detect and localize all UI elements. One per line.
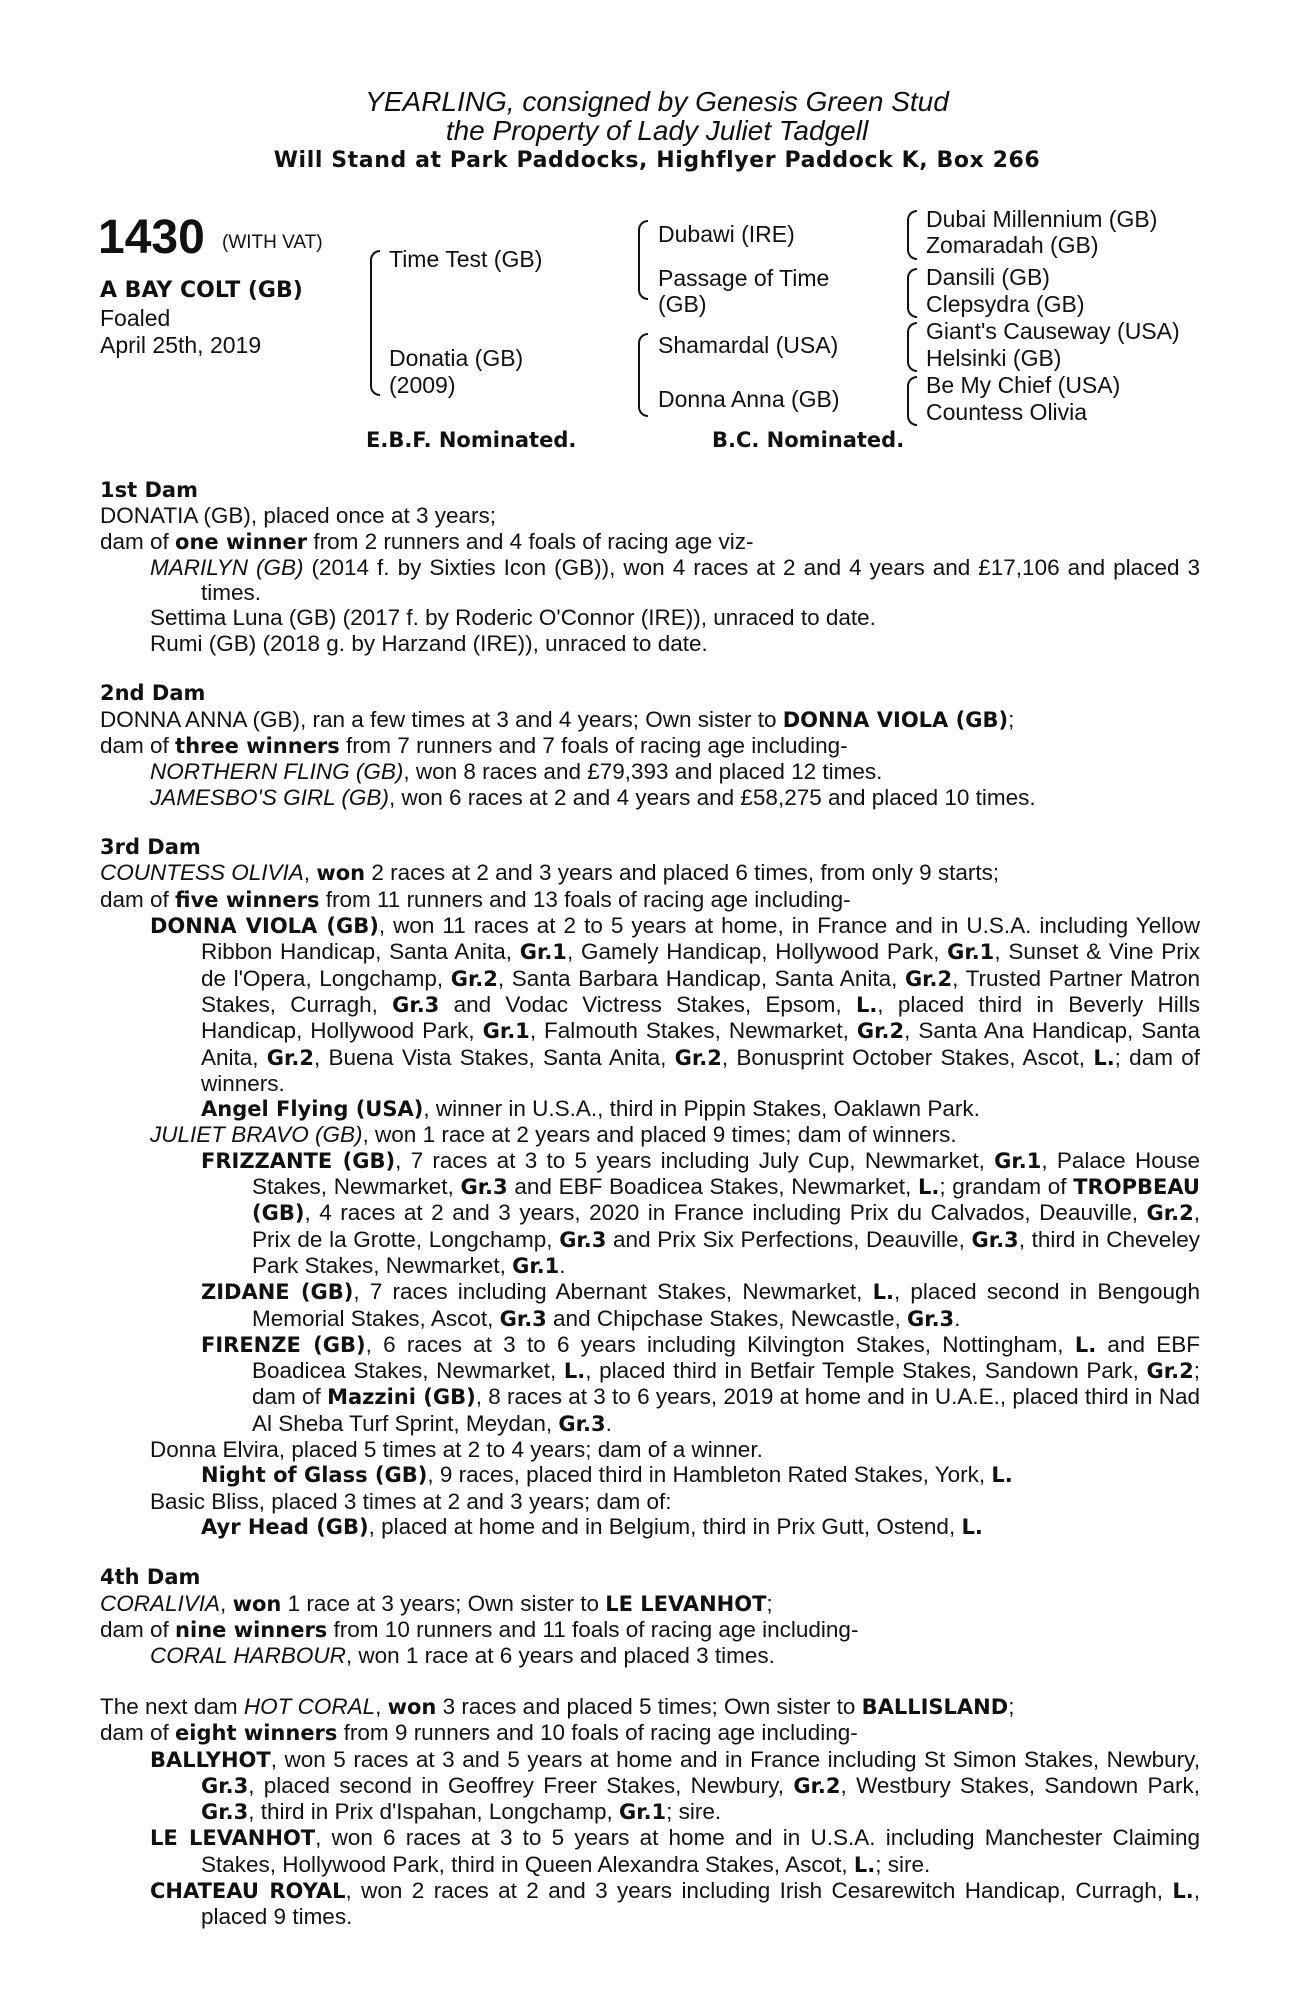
bold-text: Gr.2 [856, 1019, 905, 1044]
dam-summary [100, 1720, 1200, 1746]
lot-number: 1430 [98, 211, 205, 264]
bold-text: Gr.1 [512, 1253, 560, 1278]
text: . [605, 1410, 612, 1436]
text: dam of [100, 528, 176, 554]
text: , [220, 1590, 233, 1616]
lot-description: A BAY COLT (GB) [100, 278, 303, 303]
text: , won 8 races and £79,393 and placed 12 times. [403, 759, 883, 785]
produce-entry [100, 605, 1200, 630]
produce-entry [100, 1462, 1200, 1488]
bold-text: Gr.3 [201, 1773, 249, 1798]
text: ; [766, 1590, 773, 1616]
text: dam of [100, 732, 176, 758]
section-heading: 1st Dam [100, 478, 198, 502]
text: , Santa Ana Handicap, Santa Anita, [201, 1018, 1201, 1070]
dam-summary [100, 1617, 1200, 1643]
ancestor: Zomaradah (GB) [926, 232, 1099, 258]
text: , Gamely Handicap, Hollywood Park, [566, 939, 948, 965]
bc-nominated: B.C. Nominated. [712, 428, 905, 452]
bold-text: Gr.2 [450, 966, 498, 991]
text: (2014 f. by Sixties Icon (GB)), won 4 races at 2 and 4 years and £17,106 and placed 3 times. [201, 554, 1200, 606]
bold-text: FIRENZE (GB) [201, 1332, 366, 1357]
italic-text: JAMESBO'S GIRL (GB) [150, 784, 389, 810]
dam-sire: Shamardal (USA) [658, 332, 839, 358]
bold-text: one winner [175, 529, 308, 554]
bold-text: L. [855, 992, 878, 1017]
foaled-label: Foaled [100, 305, 171, 331]
brace-g3-4 [907, 376, 917, 426]
bold-text: L. [991, 1463, 1013, 1488]
bold-text: Gr.2 [1146, 1201, 1194, 1226]
produce-entry [100, 1332, 1200, 1437]
bold-text: Gr.3 [201, 1800, 249, 1825]
text: , [303, 860, 317, 886]
text: , placed at home and in Belgium, third in Prix Gutt, Ostend, [368, 1513, 962, 1539]
text: , placed second in Bengough Memorial Stakes, Ascot, [252, 1279, 1200, 1331]
italic-text: JULIET BRAVO (GB) [150, 1122, 363, 1148]
bold-text: won [232, 1591, 282, 1616]
text: ; sire. [875, 1851, 931, 1877]
text: DONATIA (GB), placed once at 3 years; [100, 503, 496, 529]
bold-text: Gr.3 [460, 1175, 508, 1200]
bold-text: L. [961, 1514, 983, 1539]
text: , won 5 races at 3 and 5 years at home and in France including St Simon Stakes, Newbury, [270, 1746, 1200, 1772]
bold-text: Night of Glass (GB) [201, 1463, 428, 1488]
produce-entry [100, 1148, 1200, 1279]
ancestor: Helsinki (GB) [926, 345, 1062, 371]
bold-text: DONNA VIOLA (GB) [782, 707, 1009, 732]
produce-entry [100, 1489, 1200, 1514]
text: , 9 races, placed third in Hambleton Rated Stakes, York, [427, 1462, 992, 1488]
text: , placed second in Geoffrey Freer Stakes, Newbury, [248, 1772, 794, 1798]
bold-text: eight winners [175, 1721, 338, 1746]
bold-text: Gr.1 [947, 940, 995, 965]
text: , third in Cheveley Park Stakes, Newmarket, [252, 1226, 1200, 1278]
text: 3 races and placed 5 times; Own sister to [436, 1693, 862, 1719]
bold-text: BALLISLAND [861, 1694, 1009, 1719]
bold-text: Gr.3 [558, 1411, 606, 1436]
sire: Time Test (GB) [389, 246, 543, 272]
text: , Falmouth Stakes, Newmarket, [529, 1018, 857, 1044]
bold-text: three winners [175, 733, 340, 758]
bold-text: LE LEVANHOT [605, 1591, 767, 1616]
bold-text: Gr.3 [499, 1306, 547, 1331]
bold-text: L. [853, 1852, 876, 1877]
text: ; dam of winners. [201, 1044, 1200, 1096]
text: Rumi (GB) (2018 g. by Harzand (IRE)), unraced to date. [150, 630, 708, 656]
dam-summary [100, 887, 1200, 913]
italic-text: CORAL HARBOUR [150, 1643, 346, 1669]
text: , won 1 race at 2 years and placed 9 times; dam of winners. [362, 1122, 957, 1148]
bold-text: Gr.3 [559, 1227, 607, 1252]
text: Donna Elvira, placed 5 times at 2 to 4 years; dam of a winner. [150, 1436, 763, 1462]
text: dam of [100, 1720, 176, 1746]
text: 1 race at 3 years; Own sister to [281, 1590, 606, 1616]
sire-sire: Dubawi (IRE) [658, 221, 795, 247]
italic-text: HOT CORAL [243, 1693, 376, 1719]
text: , Westbury Stakes, Sandown Park, [840, 1772, 1201, 1798]
bold-text: Ayr Head (GB) [201, 1514, 369, 1539]
bold-text: L. [1172, 1879, 1194, 1904]
text: , 8 races at 3 to 6 years, 2019 at home and in U.A.E., placed third in Nad Al Sheba Turf Sprint, Meydan, [252, 1384, 1200, 1436]
bold-text: Gr.3 [971, 1227, 1019, 1252]
text: ; grandam of [939, 1174, 1074, 1200]
bold-text: won [387, 1694, 437, 1719]
text: and EBF Boadicea Stakes, Newmarket, [252, 1331, 1200, 1384]
text: from 11 runners and 13 foals of racing age including- [319, 886, 851, 912]
ebf-nominated: E.B.F. Nominated. [366, 428, 577, 452]
ancestor: Dansili (GB) [926, 264, 1050, 290]
bold-text: won [316, 861, 366, 886]
bold-text: nine winners [175, 1618, 328, 1643]
text: , placed 9 times. [201, 1878, 1200, 1930]
text: , won 1 race at 6 years and placed 3 times. [345, 1643, 775, 1669]
bold-text: CHATEAU ROYAL [150, 1879, 346, 1904]
bold-text: Gr.2 [266, 1045, 314, 1070]
dam-section [100, 681, 1200, 809]
bold-text: Gr.1 [482, 1019, 530, 1044]
produce-entry [100, 913, 1200, 1096]
bold-text: Gr.1 [618, 1800, 667, 1825]
bold-text: L. [563, 1359, 586, 1384]
section-heading: 4th Dam [100, 1565, 201, 1590]
text: Settima Luna (GB) (2017 f. by Roderic O'Connor (IRE)), unraced to date. [150, 605, 876, 631]
text: , won 6 races at 3 to 5 years at home and in U.S.A. including Manchester Claiming Stakes, Hollywood Park, third in Queen Alexandra Stakes, Ascot, [201, 1825, 1200, 1877]
sire-dam-suffix: (GB) [658, 291, 707, 317]
text: from 2 runners and 4 foals of racing age viz- [307, 528, 754, 554]
bold-text: FRIZZANTE (GB) [201, 1148, 396, 1173]
dam-summary [100, 707, 1200, 733]
italic-text: NORTHERN FLING (GB) [150, 759, 404, 785]
text: from 7 runners and 7 foals of racing age including- [339, 732, 848, 758]
brace-dam [638, 333, 648, 417]
text: , 7 races at 3 to 5 years including July Cup, Newmarket, [395, 1147, 995, 1173]
dam-section [100, 835, 1200, 1540]
consignor-line: YEARLING, consigned by Genesis Green Stud [365, 86, 949, 117]
ancestor: Dubai Millennium (GB) [926, 206, 1158, 232]
dam-year: (2009) [389, 372, 456, 398]
italic-text: COUNTESS OLIVIA [100, 860, 304, 886]
dam-summary [100, 503, 1200, 528]
bold-text: Gr.2 [1146, 1359, 1194, 1384]
dam-dam: Donna Anna (GB) [658, 386, 840, 412]
text: , third in Prix d'Ispahan, Longchamp, [248, 1799, 619, 1825]
dam-section [100, 1694, 1200, 1930]
text: , placed third in Betfair Temple Stakes, Sandown Park, [585, 1358, 1147, 1384]
text: from 9 runners and 10 foals of racing age including- [337, 1720, 858, 1746]
produce-entry [100, 1825, 1200, 1878]
text: , [375, 1693, 388, 1719]
property-line: the Property of Lady Juliet Tadgell [445, 115, 869, 146]
text: ; [1008, 706, 1015, 732]
bold-text: DONNA VIOLA (GB) [150, 914, 379, 939]
produce-entry [100, 1514, 1200, 1540]
ancestor: Be My Chief (USA) [926, 372, 1121, 398]
brace-sire [638, 220, 648, 300]
bold-text: Gr.1 [994, 1148, 1042, 1173]
dam-summary [100, 860, 1200, 886]
text: DONNA ANNA (GB), ran a few times at 3 and 4 years; Own sister to [100, 706, 783, 732]
bold-text: TROPBEAU (GB) [252, 1175, 1200, 1226]
produce-entry [100, 1643, 1200, 1668]
bold-text: Gr.1 [519, 940, 567, 965]
bold-text: Gr.2 [793, 1773, 841, 1798]
text: . [954, 1305, 961, 1331]
produce-entry [100, 1279, 1200, 1332]
produce-record [100, 478, 1200, 1955]
text: from 10 runners and 11 foals of racing age including- [327, 1617, 859, 1643]
text: , placed third in Beverly Hills Handicap, Hollywood Park, [201, 991, 1200, 1044]
dam: Donatia (GB) [389, 345, 524, 371]
ancestor: Countess Olivia [926, 399, 1088, 425]
bold-text: Mazzini (GB) [327, 1385, 476, 1410]
produce-entry [100, 631, 1200, 656]
text: and Chipchase Stakes, Newcastle, [546, 1305, 907, 1331]
brace-g3-2 [907, 268, 917, 318]
text: , 7 races including Abernant Stakes, Newmarket, [353, 1279, 873, 1305]
text: ; sire. [666, 1799, 722, 1825]
text: , Santa Barbara Handicap, Santa Anita, [497, 965, 905, 991]
brace-g3-1 [907, 210, 917, 260]
text: , 4 races at 2 and 3 years, 2020 in France including Prix du Calvados, Deauville, [304, 1200, 1147, 1226]
text: , Trusted Partner Matron Stakes, Curragh, [201, 965, 1200, 1017]
bold-text: LE LEVANHOT [150, 1826, 316, 1851]
italic-text: MARILYN (GB) [150, 554, 304, 580]
bold-text: L. [872, 1280, 894, 1305]
dam-section [100, 1565, 1200, 1668]
bold-text: L. [1093, 1045, 1115, 1070]
brace-g3-3 [907, 322, 917, 372]
text: ; [1008, 1693, 1015, 1719]
text: , 6 races at 3 to 6 years including Kilvington Stakes, Nottingham, [365, 1331, 1075, 1357]
text: The next dam [100, 1693, 244, 1719]
bold-text: Gr.3 [392, 992, 440, 1017]
section-heading: 3rd Dam [100, 835, 201, 860]
section-heading: 2nd Dam [100, 681, 206, 706]
dam-section [100, 478, 1200, 656]
text: dam of [100, 886, 176, 912]
produce-entry [100, 759, 1200, 784]
produce-entry [100, 1878, 1200, 1930]
brace-gen1 [370, 250, 380, 396]
text: . [559, 1252, 566, 1278]
text: , winner in U.S.A., third in Pippin Stakes, Oaklawn Park. [423, 1096, 980, 1122]
ancestor: Giant's Causeway (USA) [926, 318, 1180, 344]
text: , Palace House Stakes, Newmarket, [252, 1147, 1200, 1200]
foaled-date: April 25th, 2019 [100, 332, 262, 358]
text: and Prix Six Perfections, Deauville, [606, 1226, 972, 1252]
produce-entry [100, 1437, 1200, 1462]
bold-text: Gr.3 [906, 1306, 955, 1331]
text: , Prix de la Grotte, Longchamp, [252, 1200, 1200, 1252]
text: , Bonusprint October Stakes, Ascot, [721, 1044, 1094, 1070]
produce-entry [100, 1747, 1200, 1826]
text: and Vodac Victress Stakes, Epsom, [439, 991, 856, 1017]
text: ; dam of [252, 1358, 1201, 1410]
italic-text: CORALIVIA [100, 1590, 221, 1616]
text: dam of [100, 1617, 176, 1643]
dam-summary [100, 1591, 1200, 1617]
bold-text: ZIDANE (GB) [201, 1280, 354, 1305]
text: Basic Bliss, placed 3 times at 2 and 3 years; dam of: [150, 1488, 672, 1514]
produce-entry [100, 785, 1200, 810]
dam-summary [100, 529, 1200, 555]
bold-text: Gr.2 [674, 1045, 722, 1070]
bold-text: L. [1074, 1332, 1097, 1357]
produce-entry [100, 1096, 1200, 1122]
bold-text: BALLYHOT [150, 1747, 271, 1772]
text: 2 races at 2 and 3 years and placed 6 times, from only 9 starts; [365, 860, 1000, 886]
produce-entry [100, 1122, 1200, 1147]
bold-text: Angel Flying (USA) [201, 1097, 424, 1122]
text: , won 2 races at 2 and 3 years including Irish Cesarewitch Handicap, Curragh, [345, 1878, 1173, 1904]
dam-summary [100, 733, 1200, 759]
bold-text: five winners [175, 887, 320, 912]
vat-note: (WITH VAT) [222, 232, 323, 253]
stabling-line: Will Stand at Park Paddocks, Highflyer Paddock K, Box 266 [273, 148, 1041, 173]
bold-text: Gr.2 [904, 966, 953, 991]
sire-dam: Passage of Time [658, 265, 830, 291]
text: , won 6 races at 2 and 4 years and £58,275 and placed 10 times. [388, 784, 1036, 810]
text: and EBF Boadicea Stakes, Newmarket, [507, 1174, 918, 1200]
bold-text: L. [917, 1175, 940, 1200]
produce-entry [100, 555, 1200, 606]
dam-summary [100, 1694, 1200, 1720]
text: , Sunset & Vine Prix de l'Opera, Longchamp, [201, 939, 1201, 991]
text: , Buena Vista Stakes, Santa Anita, [314, 1044, 675, 1070]
ancestor: Clepsydra (GB) [926, 291, 1085, 317]
text: , won 11 races at 2 to 5 years at home, in France and in U.S.A. including Yellow Ribbon Handicap, Santa Anita, [201, 913, 1200, 965]
